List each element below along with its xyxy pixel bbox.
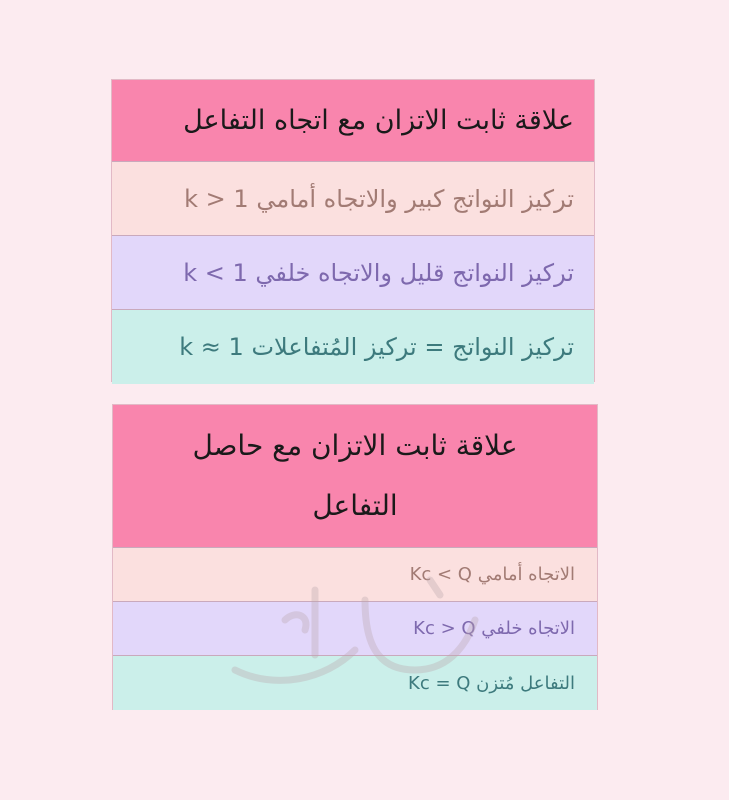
table-row bbox=[113, 602, 597, 656]
row-text: تركيز النواتج قليل والاتجاه خلفي 1 > k bbox=[183, 258, 574, 287]
row-text: التفاعل مُتزن Kc = Q bbox=[408, 672, 575, 694]
table-header bbox=[113, 405, 597, 548]
table-title: علاقة ثابت الاتزان مع حاصل التفاعل bbox=[192, 429, 518, 522]
row-text: تركيز النواتج = تركيز المُتفاعلات 1 ≈ k bbox=[179, 333, 574, 361]
equilibrium-quotient-table bbox=[112, 404, 598, 710]
equilibrium-direction-table bbox=[111, 79, 595, 382]
table-header bbox=[112, 80, 594, 162]
row-text: الاتجاه خلفي Kc > Q bbox=[413, 618, 575, 639]
table-row bbox=[113, 548, 597, 602]
table-row bbox=[112, 236, 594, 310]
table-row bbox=[112, 162, 594, 236]
row-text: تركيز النواتج كبير والاتجاه أمامي 1 < k bbox=[184, 184, 574, 213]
table-title: علاقة ثابت الاتزان مع اتجاه التفاعل bbox=[183, 105, 574, 136]
row-text: الاتجاه أمامي Kc < Q bbox=[409, 564, 575, 585]
table-row bbox=[113, 656, 597, 710]
table-row bbox=[112, 310, 594, 384]
